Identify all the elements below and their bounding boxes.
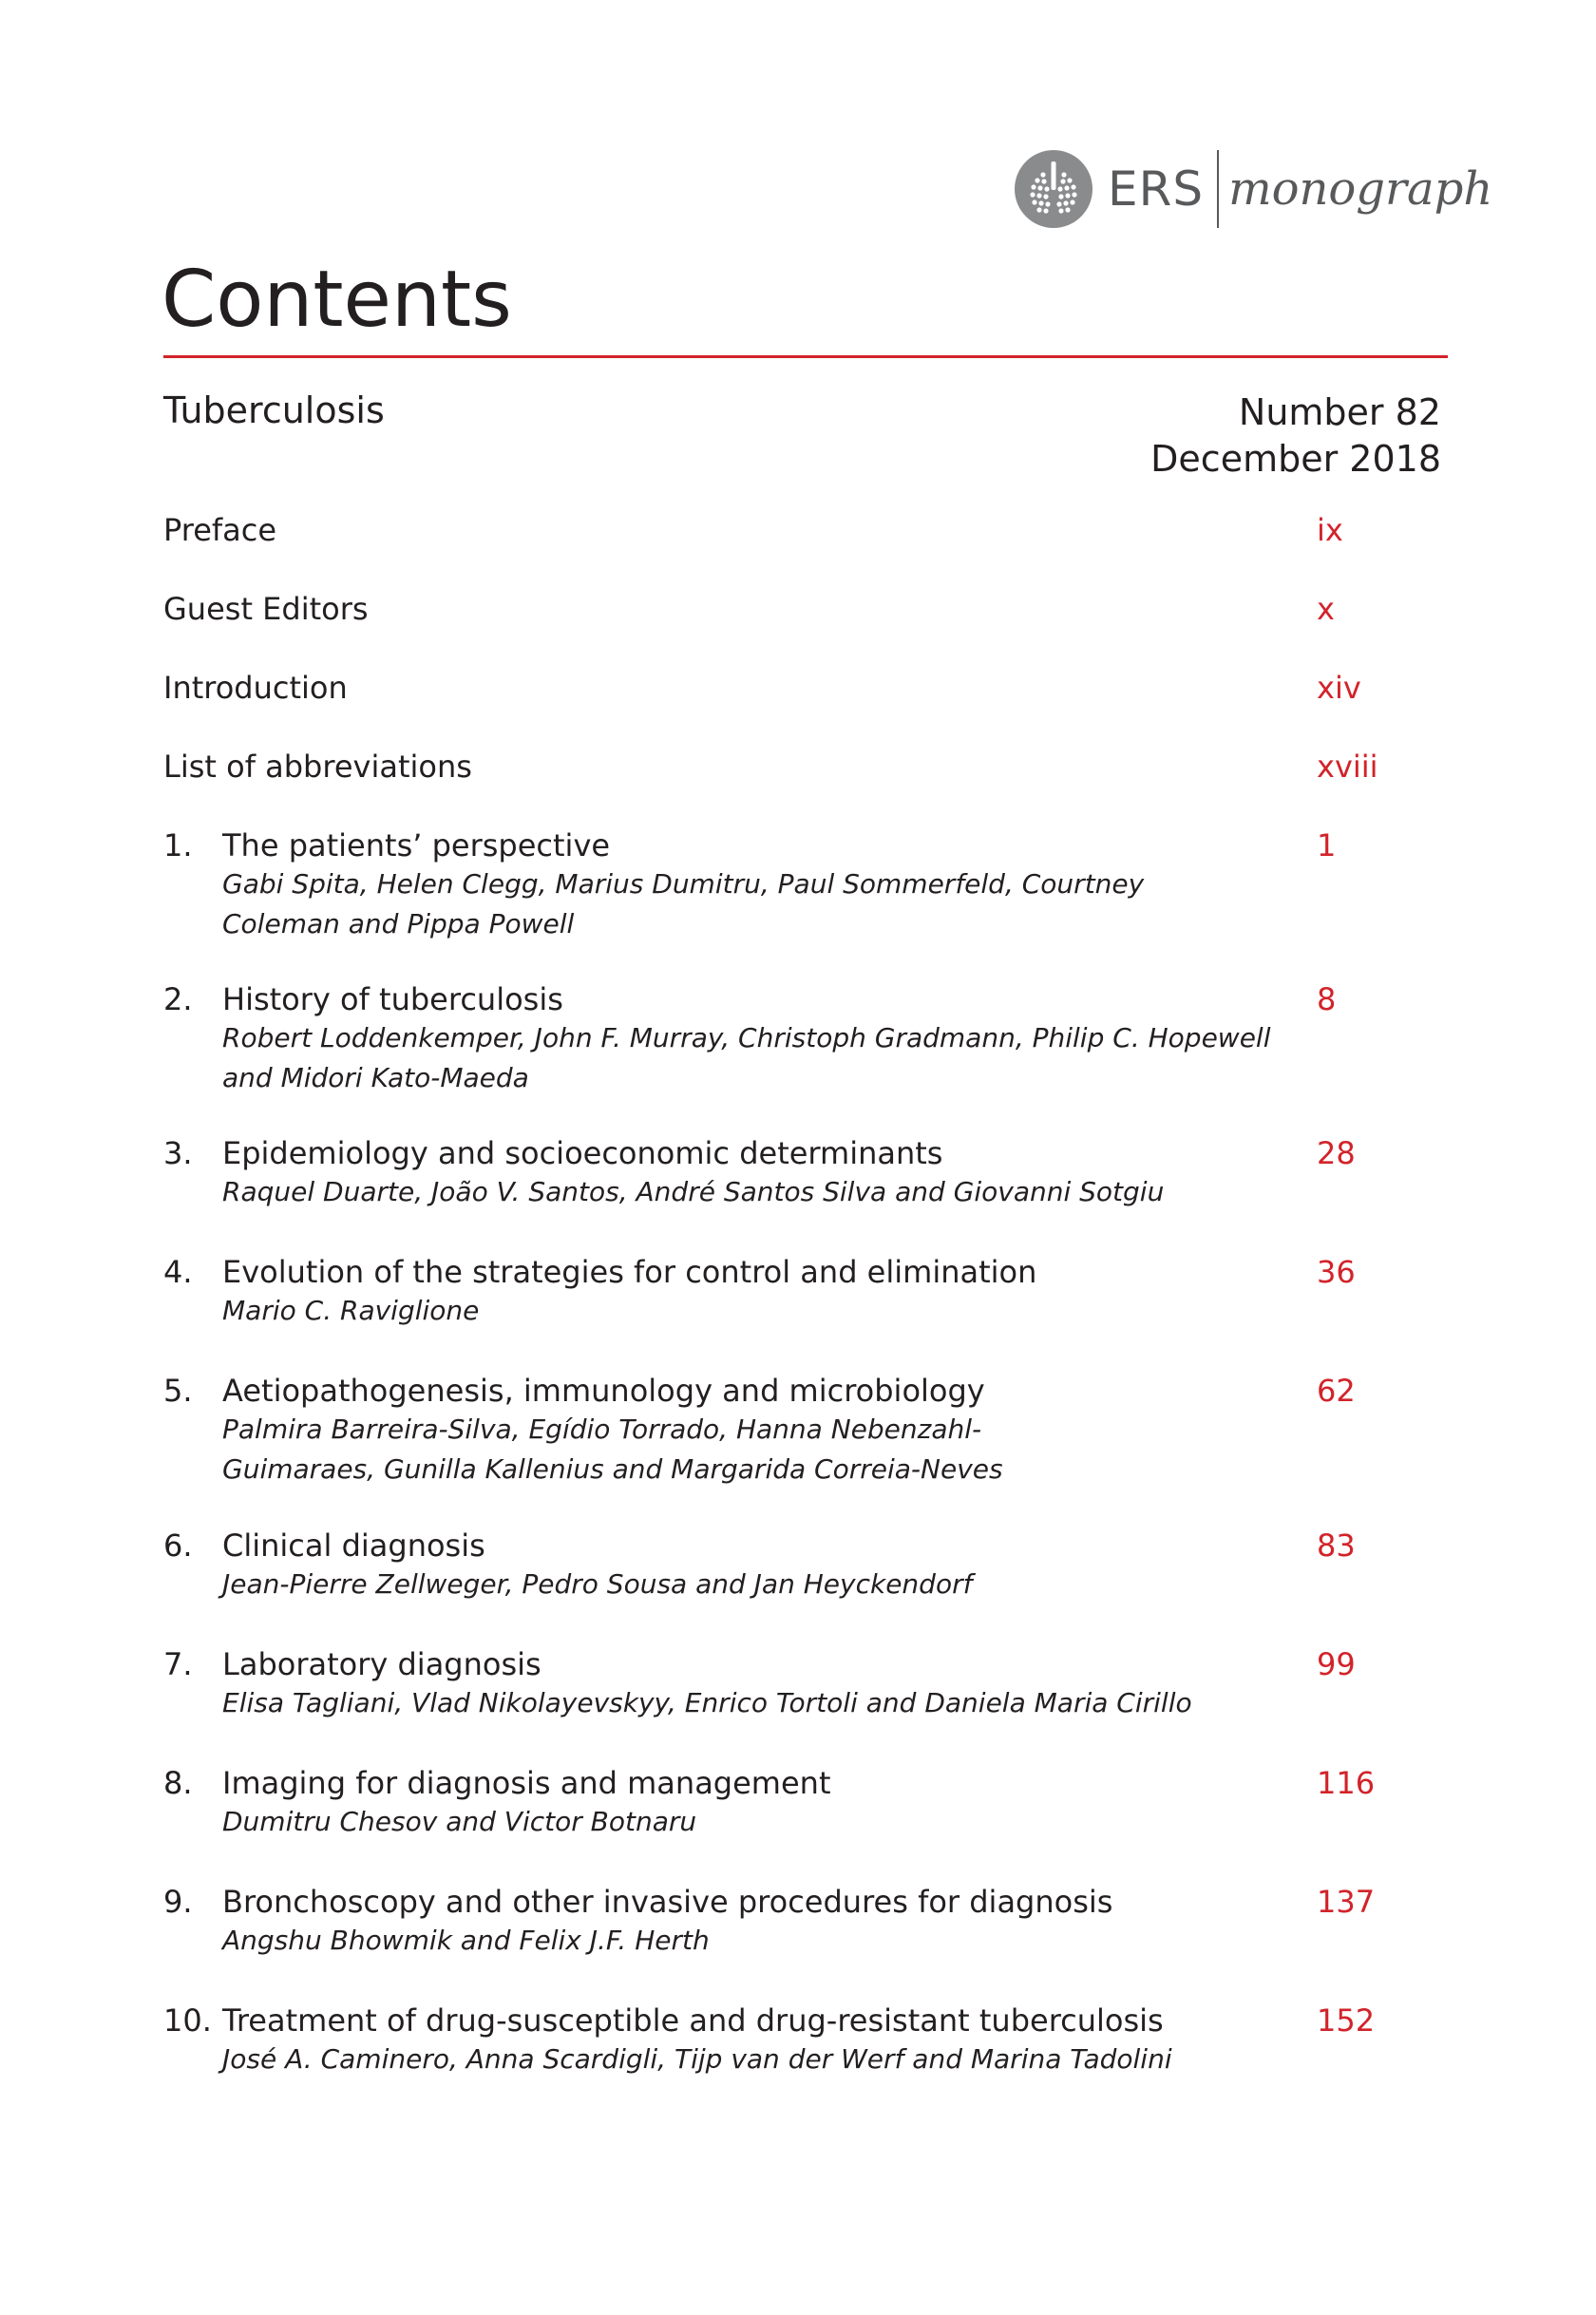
chapter-number: 5. — [163, 1373, 193, 1409]
toc-front-matter-guest-editors[interactable] — [163, 590, 1417, 628]
page-title: Contents — [162, 255, 512, 345]
toc-entry-title: Preface — [163, 512, 277, 548]
chapter-body — [222, 1253, 1296, 1331]
toc-page-number: 28 — [1317, 1135, 1356, 1171]
chapter-number: 10. — [163, 2002, 212, 2039]
chapter-authors: Robert Loddenkemper, John F. Murray, Christoph Gradmann, Philip C. Hopewell and Midori Kato-Maeda — [222, 1022, 1271, 1093]
chapter-title: Epidemiology and socioeconomic determinants — [222, 1135, 943, 1171]
chapter-authors: Mario C. Raviglione — [222, 1295, 480, 1326]
title-divider — [163, 355, 1448, 358]
chapter-number: 1. — [163, 827, 193, 863]
toc-page-number: 152 — [1317, 2002, 1376, 2039]
chapter-body — [222, 1134, 1296, 1212]
chapter-authors: Elisa Tagliani, Vlad Nikolayevskyy, Enrico Tortoli and Daniela Maria Cirillo — [222, 1687, 1192, 1718]
chapter-body — [222, 1883, 1296, 1961]
chapter-body — [222, 826, 1296, 944]
toc-entry-title: List of abbreviations — [163, 749, 472, 785]
toc-page-number: x — [1317, 591, 1335, 627]
chapter-authors: Gabi Spita, Helen Clegg, Marius Dumitru, Paul Sommerfeld, Courtney Coleman and Pippa Powell — [222, 868, 1145, 939]
chapter-authors: José A. Caminero, Anna Scardigli, Tijp van der Werf and Marina Tadolini — [222, 2043, 1172, 2075]
toc-entry-title: Guest Editors — [163, 591, 369, 627]
lungs-dot-logo-icon — [1015, 150, 1092, 228]
chapter-title: Treatment of drug-susceptible and drug-resistant tuberculosis — [222, 2002, 1164, 2039]
chapter-title: History of tuberculosis — [222, 981, 563, 1017]
chapter-body — [222, 1764, 1296, 1842]
chapter-authors: Angshu Bhowmik and Felix J.F. Herth — [222, 1925, 710, 1956]
chapter-authors: Dumitru Chesov and Victor Botnaru — [222, 1806, 697, 1837]
chapter-number: 3. — [163, 1135, 193, 1171]
toc-page-number: 116 — [1317, 1765, 1376, 1801]
toc-page-number: xviii — [1317, 749, 1378, 785]
logo-product-text: monograph — [1228, 162, 1493, 216]
issue-subject: Tuberculosis — [163, 389, 385, 431]
chapter-number: 7. — [163, 1646, 193, 1682]
toc-page-number: 62 — [1317, 1373, 1356, 1409]
chapter-body — [222, 1527, 1296, 1604]
chapter-title: Evolution of the strategies for control and elimination — [222, 1254, 1037, 1290]
toc-page-number: 1 — [1317, 827, 1337, 863]
chapter-title: Aetiopathogenesis, immunology and microbiology — [222, 1373, 985, 1409]
toc-front-matter-preface[interactable] — [163, 511, 1417, 549]
chapter-number: 2. — [163, 981, 193, 1017]
toc-page-number: 99 — [1317, 1646, 1356, 1682]
toc-page-number: ix — [1317, 512, 1343, 548]
chapter-number: 4. — [163, 1254, 193, 1290]
chapter-title: Imaging for diagnosis and management — [222, 1765, 831, 1801]
chapter-number: 8. — [163, 1765, 193, 1801]
toc-page-number: 8 — [1317, 981, 1337, 1017]
chapter-body — [222, 980, 1296, 1098]
chapter-authors: Raquel Duarte, João V. Santos, André Santos Silva and Giovanni Sotgiu — [222, 1176, 1165, 1207]
chapter-number: 9. — [163, 1884, 193, 1920]
logo-divider — [1217, 150, 1219, 228]
chapter-title: Laboratory diagnosis — [222, 1646, 542, 1682]
issue-date: December 2018 — [1150, 438, 1441, 481]
toc-entry-title: Introduction — [163, 670, 348, 706]
chapter-authors: Palmira Barreira-Silva, Egídio Torrado, Hanna Nebenzahl-Guimaraes, Gunilla Kallenius and Margarida Correia-Neves — [222, 1414, 1003, 1485]
chapter-title: Clinical diagnosis — [222, 1528, 485, 1564]
logo-brand-text: ERS — [1108, 161, 1205, 217]
chapter-title: The patients’ perspective — [222, 827, 611, 863]
toc-page-number: 83 — [1317, 1528, 1356, 1564]
chapter-title: Bronchoscopy and other invasive procedures for diagnosis — [222, 1884, 1113, 1920]
chapter-number: 6. — [163, 1528, 193, 1564]
toc-front-matter-abbreviations[interactable] — [163, 748, 1417, 786]
toc-front-matter-introduction[interactable] — [163, 669, 1417, 707]
toc-page-number: xiv — [1317, 670, 1361, 706]
toc-page-number: 137 — [1317, 1884, 1376, 1920]
chapter-body — [222, 1645, 1296, 1723]
chapter-authors: Jean-Pierre Zellweger, Pedro Sousa and Jan Heyckendorf — [222, 1568, 973, 1600]
ers-monograph-logo — [1015, 150, 1492, 228]
issue-number: Number 82 — [1238, 391, 1441, 433]
chapter-body — [222, 2002, 1296, 2079]
toc-page-number: 36 — [1317, 1254, 1356, 1290]
issue-info — [1150, 389, 1441, 484]
chapter-body — [222, 1372, 1296, 1490]
